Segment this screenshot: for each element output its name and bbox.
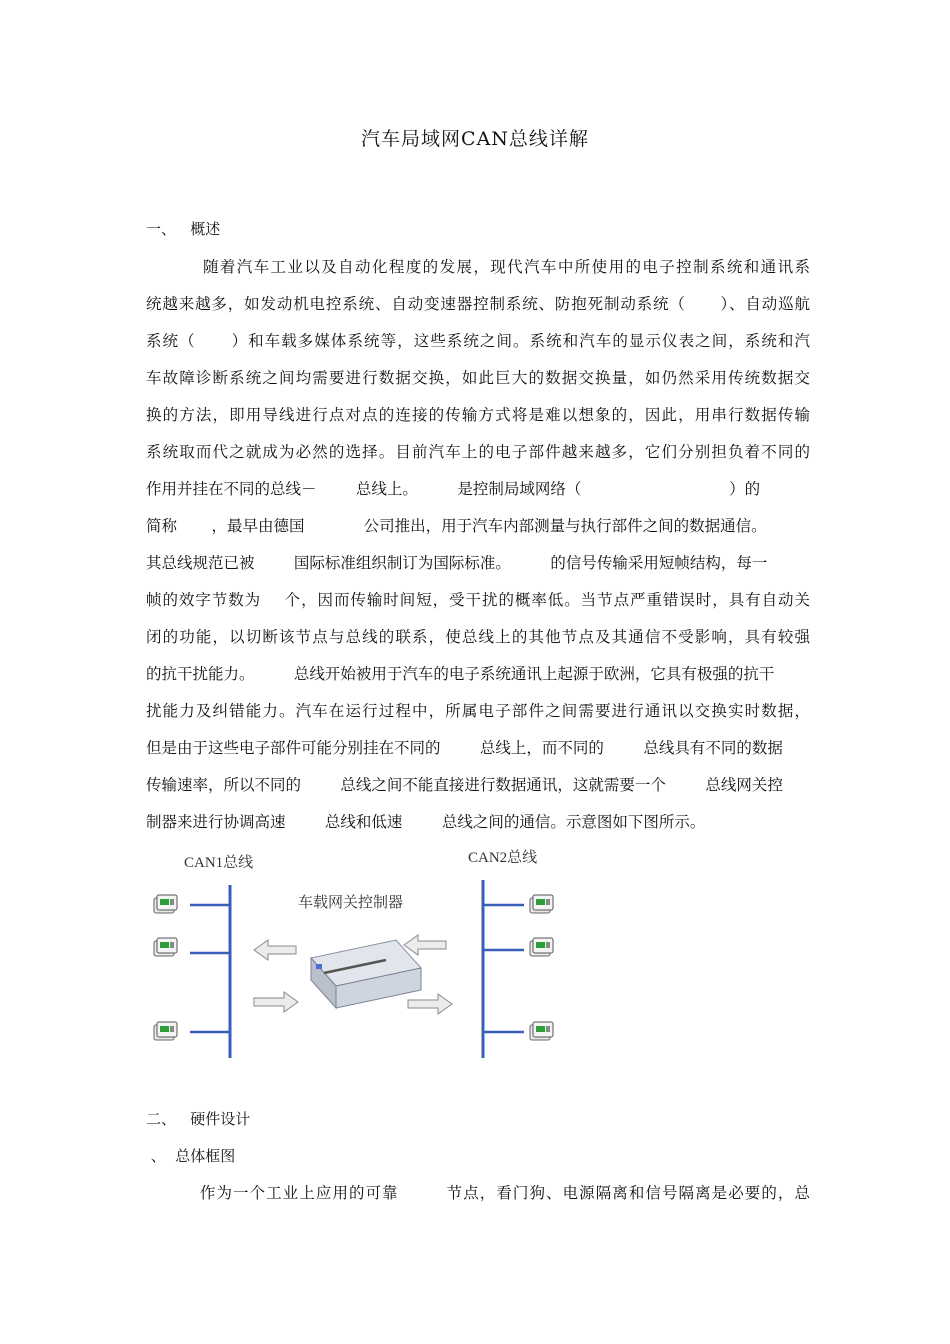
paragraph-line: 帧的效字节数为 个，因而传输时间短，受干扰的概率低。当节点严重错误时，具有自动关 [146,591,810,609]
paragraph-line: 系统取而代之就成为必然的选择。目前汽车上的电子部件越来越多，它们分别担负着不同的 [146,443,810,461]
paragraph-line: 的抗干扰能力。 总线开始被用于汽车的电子系统通讯上起源于欧洲，它具有极强的抗干 [146,665,775,683]
paragraph-line: 制器来进行协调高速 总线和低速 总线之间的通信。示意图如下图所示。 [146,813,706,831]
ecu-node-icon [154,938,177,956]
can2-label: CAN2总线 [468,850,538,866]
paragraph-line: 作用并挂在不同的总线－ 总线上。 是控制局域网络（ ）的 [146,480,761,498]
paragraph-line: 扰能力及纠错能力。汽车在运行过程中，所属电子部件之间需要进行通讯以交换实时数据， [146,702,810,720]
section-heading-overview: 一、 概述 [146,220,221,238]
paragraph-line: 作为一个工业上应用的可靠 节点，看门狗、电源隔离和信号隔离是必要的，总 [146,1184,810,1202]
ecu-node-icon [530,1022,553,1040]
document-title: 汽车局域网CAN总线详解 [361,128,589,150]
paragraph-line: 统越来越多，如发动机电控系统、自动变速器控制系统、防抱死制动系统（ ）、自动巡航 [146,295,810,313]
gateway-label: 车载网关控制器 [298,895,404,911]
can1-label: CAN1总线 [184,855,254,871]
arrow-left-icon [404,935,446,955]
paragraph-line: 系统（ ）和车载多媒体系统等，这些系统之间。系统和汽车的显示仪表之间，系统和汽 [146,332,810,350]
paragraph-line: 闭的功能，以切断该节点与总线的联系，使总线上的其他节点及其通信不受影响，具有较强 [146,628,810,646]
section-heading-hardware: 二、 硬件设计 [146,1110,251,1128]
ecu-node-icon [530,895,553,913]
arrow-right-icon [254,992,298,1012]
gateway-device-icon [311,940,421,1008]
arrow-right-icon [408,994,452,1014]
can-gateway-diagram [146,840,576,1065]
paragraph-line: 但是由于这些电子部件可能分别挂在不同的 总线上，而不同的 总线具有不同的数据 [146,739,783,757]
ecu-node-icon [154,895,177,913]
ecu-node-icon [530,938,553,956]
paragraph-line: 随着汽车工业以及自动化程度的发展，现代汽车中所使用的电子控制系统和通讯系 [146,258,810,276]
ecu-node-icon [154,1022,177,1040]
subsection-heading-block-diagram: 、 总体框图 [146,1147,236,1165]
paragraph-line: 简称 ，最早由德国 公司推出，用于汽车内部测量与执行部件之间的数据通信。 [146,517,767,535]
paragraph-line: 其总线规范已被 国际标准组织制订为国际标准。 的信号传输采用短帧结构，每一 [146,554,768,572]
paragraph-line: 传输速率，所以不同的 总线之间不能直接进行数据通讯，这就需要一个 总线网关控 [146,776,783,794]
paragraph-line: 换的方法，即用导线进行点对点的连接的传输方式将是难以想象的，因此，用串行数据传输 [146,406,810,424]
arrow-left-icon [254,940,296,960]
paragraph-line: 车故障诊断系统之间均需要进行数据交换，如此巨大的数据交换量，如仍然采用传统数据交 [146,369,810,387]
